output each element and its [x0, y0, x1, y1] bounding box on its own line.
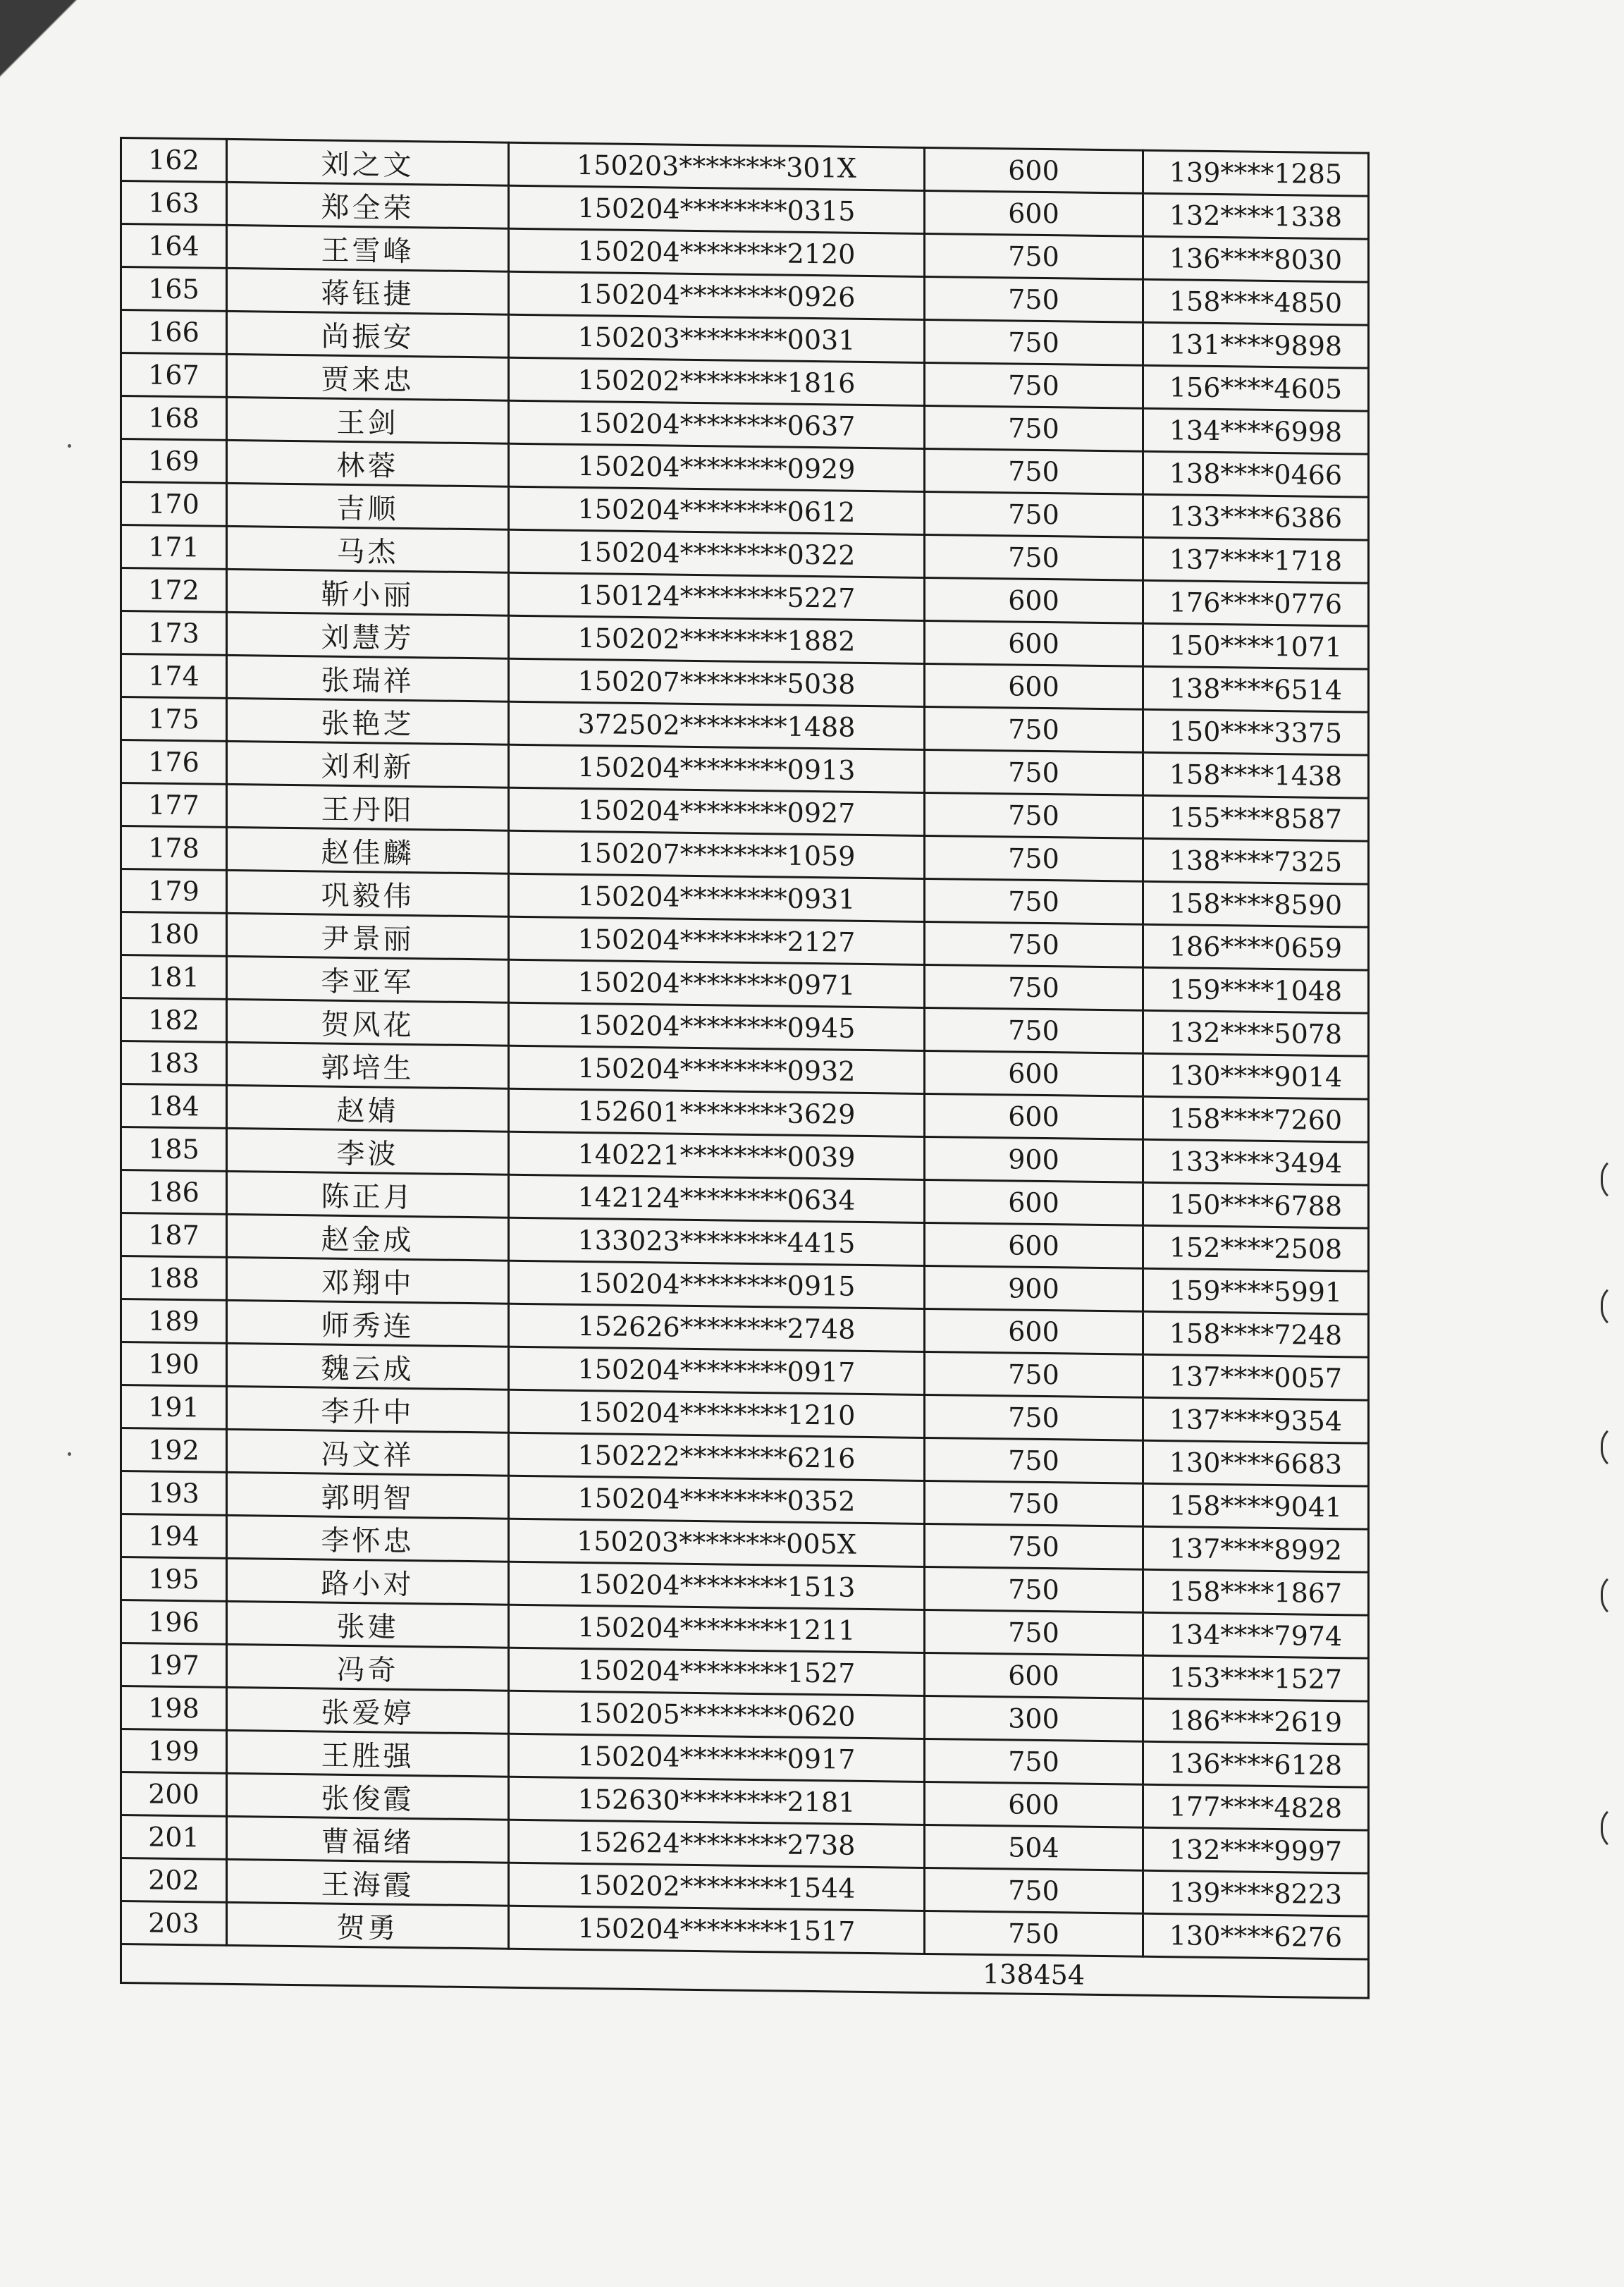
phone-cell: 159****5991: [1143, 1268, 1369, 1314]
name-cell: 赵金成: [227, 1214, 509, 1261]
amount-cell: 600: [925, 1222, 1143, 1268]
phone-cell: 150****1071: [1143, 623, 1369, 669]
row-number-cell: 173: [121, 611, 227, 656]
amount-cell: 600: [925, 1653, 1143, 1698]
page-edge-mark: [1601, 1156, 1624, 1203]
row-number-cell: 165: [121, 267, 227, 312]
phone-cell: 158****1438: [1143, 752, 1369, 798]
amount-cell: 750: [925, 534, 1143, 580]
name-cell: 赵佳麟: [227, 827, 509, 873]
phone-cell: 176****0776: [1143, 580, 1369, 626]
row-number-cell: 181: [121, 955, 227, 1000]
row-number-cell: 162: [121, 138, 227, 183]
id-number-cell: 150204********0929: [509, 443, 925, 491]
name-cell: 陈正月: [227, 1171, 509, 1218]
phone-cell: 134****6998: [1143, 408, 1369, 454]
id-number-cell: 150204********0637: [509, 400, 925, 448]
name-cell: 张俊霞: [227, 1773, 509, 1820]
id-number-cell: 150204********0945: [509, 1003, 925, 1050]
name-cell: 邓翔中: [227, 1257, 509, 1304]
phone-cell: 132****9997: [1143, 1827, 1369, 1873]
name-cell: 李波: [227, 1128, 509, 1175]
id-number-cell: 150204********0322: [509, 529, 925, 577]
amount-cell: 600: [925, 1782, 1143, 1827]
phone-cell: 139****1285: [1143, 150, 1369, 196]
amount-cell: 750: [925, 878, 1143, 924]
amount-cell: 600: [925, 620, 1143, 666]
id-number-cell: 142124********0634: [509, 1175, 925, 1222]
name-cell: 巩毅伟: [227, 870, 509, 916]
phone-cell: 137****9354: [1143, 1397, 1369, 1443]
row-number-cell: 182: [121, 998, 227, 1043]
page-corner-shadow: [0, 0, 85, 183]
amount-cell: 600: [925, 147, 1143, 193]
row-number-cell: 191: [121, 1385, 227, 1430]
name-cell: 路小对: [227, 1558, 509, 1605]
phone-cell: 131****9898: [1143, 322, 1369, 368]
id-number-cell: 150204********0931: [509, 873, 925, 921]
id-number-cell: 150204********0927: [509, 787, 925, 835]
amount-cell: 750: [925, 1739, 1143, 1784]
name-cell: 王丹阳: [227, 784, 509, 830]
phone-cell: 153****1527: [1143, 1655, 1369, 1701]
id-number-cell: 150202********1544: [509, 1863, 925, 1911]
row-number-cell: 176: [121, 740, 227, 785]
row-number-cell: 189: [121, 1299, 227, 1344]
amount-cell: 750: [925, 792, 1143, 838]
phone-cell: 136****6128: [1143, 1741, 1369, 1787]
roster-table: [120, 137, 1370, 1999]
phone-cell: 158****1867: [1143, 1569, 1369, 1615]
name-cell: 郑全荣: [227, 182, 509, 228]
phone-cell: 152****2508: [1143, 1225, 1369, 1271]
row-number-cell: 193: [121, 1471, 227, 1516]
id-number-cell: 150204********0612: [509, 486, 925, 534]
id-number-cell: 150204********0932: [509, 1046, 925, 1093]
name-cell: 李升中: [227, 1386, 509, 1433]
amount-cell: 600: [925, 1308, 1143, 1354]
id-number-cell: 150124********5227: [509, 572, 925, 620]
amount-cell: 600: [925, 577, 1143, 623]
name-cell: 王胜强: [227, 1730, 509, 1777]
amount-cell: 750: [925, 1437, 1143, 1483]
row-number-cell: 203: [121, 1901, 227, 1946]
phone-cell: 155****8587: [1143, 795, 1369, 841]
id-number-cell: 133023********4415: [509, 1218, 925, 1265]
row-number-cell: 188: [121, 1256, 227, 1301]
id-number-cell: 150203********005X: [509, 1519, 925, 1566]
phone-cell: 158****8590: [1143, 881, 1369, 927]
phone-cell: 158****9041: [1143, 1483, 1369, 1529]
id-number-cell: 152601********3629: [509, 1089, 925, 1136]
row-number-cell: 177: [121, 783, 227, 828]
id-number-cell: 150202********1816: [509, 357, 925, 405]
phone-cell: 130****9014: [1143, 1053, 1369, 1099]
id-number-cell: 150204********0913: [509, 744, 925, 792]
total-amount-cell: 138454: [925, 1954, 1143, 1995]
page-edge-mark: [1601, 1572, 1624, 1619]
name-cell: 张爱婷: [227, 1687, 509, 1734]
name-cell: 靳小丽: [227, 569, 509, 615]
row-number-cell: 185: [121, 1127, 227, 1172]
name-cell: 师秀连: [227, 1300, 509, 1347]
id-number-cell: 150203********301X: [509, 142, 925, 190]
id-number-cell: 150207********1059: [509, 830, 925, 878]
phone-cell: 138****0466: [1143, 451, 1369, 497]
id-number-cell: 150204********0315: [509, 185, 925, 233]
name-cell: 刘利新: [227, 741, 509, 787]
phone-cell: 138****7325: [1143, 838, 1369, 884]
id-number-cell: 150202********1882: [509, 615, 925, 663]
name-cell: 郭培生: [227, 1042, 509, 1089]
id-number-cell: 150204********0915: [509, 1261, 925, 1308]
row-number-cell: 196: [121, 1600, 227, 1645]
amount-cell: 750: [925, 491, 1143, 537]
name-cell: 郭明智: [227, 1472, 509, 1519]
phone-cell: 136****8030: [1143, 236, 1369, 282]
row-number-cell: 178: [121, 826, 227, 871]
row-number-cell: 190: [121, 1342, 227, 1387]
name-cell: 张艳芝: [227, 698, 509, 744]
row-number-cell: 198: [121, 1686, 227, 1731]
phone-cell: 133****6386: [1143, 494, 1369, 540]
amount-cell: 750: [925, 1868, 1143, 1913]
name-cell: 张建: [227, 1601, 509, 1648]
name-cell: 冯文祥: [227, 1429, 509, 1476]
phone-cell: 133****3494: [1143, 1139, 1369, 1185]
row-number-cell: 201: [121, 1815, 227, 1860]
row-number-cell: 167: [121, 353, 227, 398]
name-cell: 尚振安: [227, 311, 509, 357]
id-number-cell: 140221********0039: [509, 1132, 925, 1179]
amount-cell: 750: [925, 362, 1143, 408]
name-cell: 贾来忠: [227, 354, 509, 400]
amount-cell: 300: [925, 1696, 1143, 1741]
amount-cell: 750: [925, 1394, 1143, 1440]
id-number-cell: 150207********5038: [509, 658, 925, 706]
amount-cell: 750: [925, 1007, 1143, 1053]
name-cell: 尹景丽: [227, 913, 509, 959]
name-cell: 王雪峰: [227, 225, 509, 271]
row-number-cell: 187: [121, 1213, 227, 1258]
row-number-cell: 170: [121, 482, 227, 527]
name-cell: 林蓉: [227, 440, 509, 486]
phone-cell: 156****4605: [1143, 365, 1369, 411]
name-cell: 张瑞祥: [227, 655, 509, 701]
id-number-cell: 150204********1527: [509, 1648, 925, 1696]
phone-cell: 130****6683: [1143, 1440, 1369, 1486]
id-number-cell: 150204********1210: [509, 1390, 925, 1437]
page-edge-mark: [1601, 1424, 1624, 1471]
speck: [68, 444, 71, 448]
row-number-cell: 175: [121, 697, 227, 742]
phone-cell: 132****1338: [1143, 193, 1369, 239]
id-number-cell: 150204********1211: [509, 1605, 925, 1653]
id-number-cell: 150204********1513: [509, 1562, 925, 1610]
phone-cell: 139****8223: [1143, 1870, 1369, 1916]
amount-cell: 900: [925, 1265, 1143, 1311]
id-number-cell: 150204********2127: [509, 916, 925, 964]
row-number-cell: 179: [121, 869, 227, 914]
page-edge-mark: [1601, 1283, 1624, 1330]
phone-cell: 158****4850: [1143, 279, 1369, 325]
row-number-cell: 166: [121, 310, 227, 355]
name-cell: 贺勇: [227, 1902, 509, 1949]
amount-cell: 600: [925, 1093, 1143, 1139]
phone-cell: 134****7974: [1143, 1612, 1369, 1658]
amount-cell: 750: [925, 1523, 1143, 1569]
page-edge-mark: [1601, 1805, 1624, 1851]
row-number-cell: 169: [121, 439, 227, 484]
id-number-cell: 152630********2181: [509, 1777, 925, 1825]
amount-cell: 600: [925, 1050, 1143, 1096]
amount-cell: 750: [925, 276, 1143, 322]
phone-cell: 130****6276: [1143, 1913, 1369, 1959]
row-number-cell: 194: [121, 1514, 227, 1559]
row-number-cell: 172: [121, 568, 227, 613]
id-number-cell: 150205********0620: [509, 1691, 925, 1739]
name-cell: 李亚军: [227, 956, 509, 1003]
name-cell: 魏云成: [227, 1343, 509, 1390]
amount-cell: 750: [925, 1911, 1143, 1956]
phone-cell: 137****1718: [1143, 537, 1369, 583]
row-number-cell: 164: [121, 224, 227, 269]
amount-cell: 600: [925, 190, 1143, 236]
id-number-cell: 152626********2748: [509, 1304, 925, 1351]
amount-cell: 750: [925, 448, 1143, 494]
amount-cell: 750: [925, 749, 1143, 795]
amount-cell: 504: [925, 1825, 1143, 1870]
amount-cell: 750: [925, 706, 1143, 752]
amount-cell: 900: [925, 1136, 1143, 1182]
id-number-cell: 150204********1517: [509, 1906, 925, 1954]
row-number-cell: 184: [121, 1084, 227, 1129]
row-number-cell: 192: [121, 1428, 227, 1473]
phone-cell: 137****8992: [1143, 1526, 1369, 1572]
phone-cell: 158****7248: [1143, 1311, 1369, 1357]
total-end-cell: [1143, 1956, 1369, 1998]
name-cell: 王海霞: [227, 1859, 509, 1906]
id-number-cell: 372502********1488: [509, 701, 925, 749]
id-number-cell: 150204********2120: [509, 228, 925, 276]
row-number-cell: 163: [121, 181, 227, 226]
amount-cell: 750: [925, 233, 1143, 279]
phone-cell: 177****4828: [1143, 1784, 1369, 1830]
name-cell: 蒋钰捷: [227, 268, 509, 314]
amount-cell: 750: [925, 835, 1143, 881]
phone-cell: 150****3375: [1143, 709, 1369, 755]
row-number-cell: 200: [121, 1772, 227, 1817]
name-cell: 吉顺: [227, 483, 509, 529]
id-number-cell: 150204********0917: [509, 1734, 925, 1782]
row-number-cell: 174: [121, 654, 227, 699]
amount-cell: 600: [925, 1179, 1143, 1225]
name-cell: 刘之文: [227, 139, 509, 185]
name-cell: 刘慧芳: [227, 612, 509, 658]
amount-cell: 750: [925, 1610, 1143, 1655]
name-cell: 冯奇: [227, 1644, 509, 1691]
id-number-cell: 150204********0926: [509, 271, 925, 319]
row-number-cell: 199: [121, 1729, 227, 1774]
amount-cell: 750: [925, 1480, 1143, 1526]
phone-cell: 186****2619: [1143, 1698, 1369, 1744]
amount-cell: 750: [925, 921, 1143, 967]
name-cell: 贺风花: [227, 999, 509, 1046]
name-cell: 王剑: [227, 397, 509, 443]
amount-cell: 600: [925, 663, 1143, 709]
phone-cell: 186****0659: [1143, 924, 1369, 970]
row-number-cell: 186: [121, 1170, 227, 1215]
row-number-cell: 171: [121, 525, 227, 570]
id-number-cell: 150204********0917: [509, 1347, 925, 1394]
amount-cell: 750: [925, 405, 1143, 451]
phone-cell: 158****7260: [1143, 1096, 1369, 1142]
phone-cell: 137****0057: [1143, 1354, 1369, 1400]
row-number-cell: 195: [121, 1557, 227, 1602]
row-number-cell: 183: [121, 1041, 227, 1086]
phone-cell: 150****6788: [1143, 1182, 1369, 1228]
id-number-cell: 150204********0971: [509, 959, 925, 1007]
id-number-cell: 150222********6216: [509, 1433, 925, 1480]
id-number-cell: 150204********0352: [509, 1476, 925, 1523]
row-number-cell: 202: [121, 1858, 227, 1903]
row-number-cell: 197: [121, 1643, 227, 1688]
amount-cell: 750: [925, 319, 1143, 365]
name-cell: 李怀忠: [227, 1515, 509, 1562]
amount-cell: 750: [925, 964, 1143, 1010]
speck: [68, 1452, 71, 1456]
row-number-cell: 168: [121, 396, 227, 441]
name-cell: 马杰: [227, 526, 509, 572]
name-cell: 赵婧: [227, 1085, 509, 1132]
id-number-cell: 152624********2738: [509, 1820, 925, 1868]
amount-cell: 750: [925, 1566, 1143, 1612]
roster-body: [121, 138, 1369, 1999]
name-cell: 曹福绪: [227, 1816, 509, 1863]
amount-cell: 750: [925, 1351, 1143, 1397]
id-number-cell: 150203********0031: [509, 314, 925, 362]
phone-cell: 132****5078: [1143, 1010, 1369, 1056]
phone-cell: 159****1048: [1143, 967, 1369, 1013]
row-number-cell: 180: [121, 912, 227, 957]
phone-cell: 138****6514: [1143, 666, 1369, 712]
